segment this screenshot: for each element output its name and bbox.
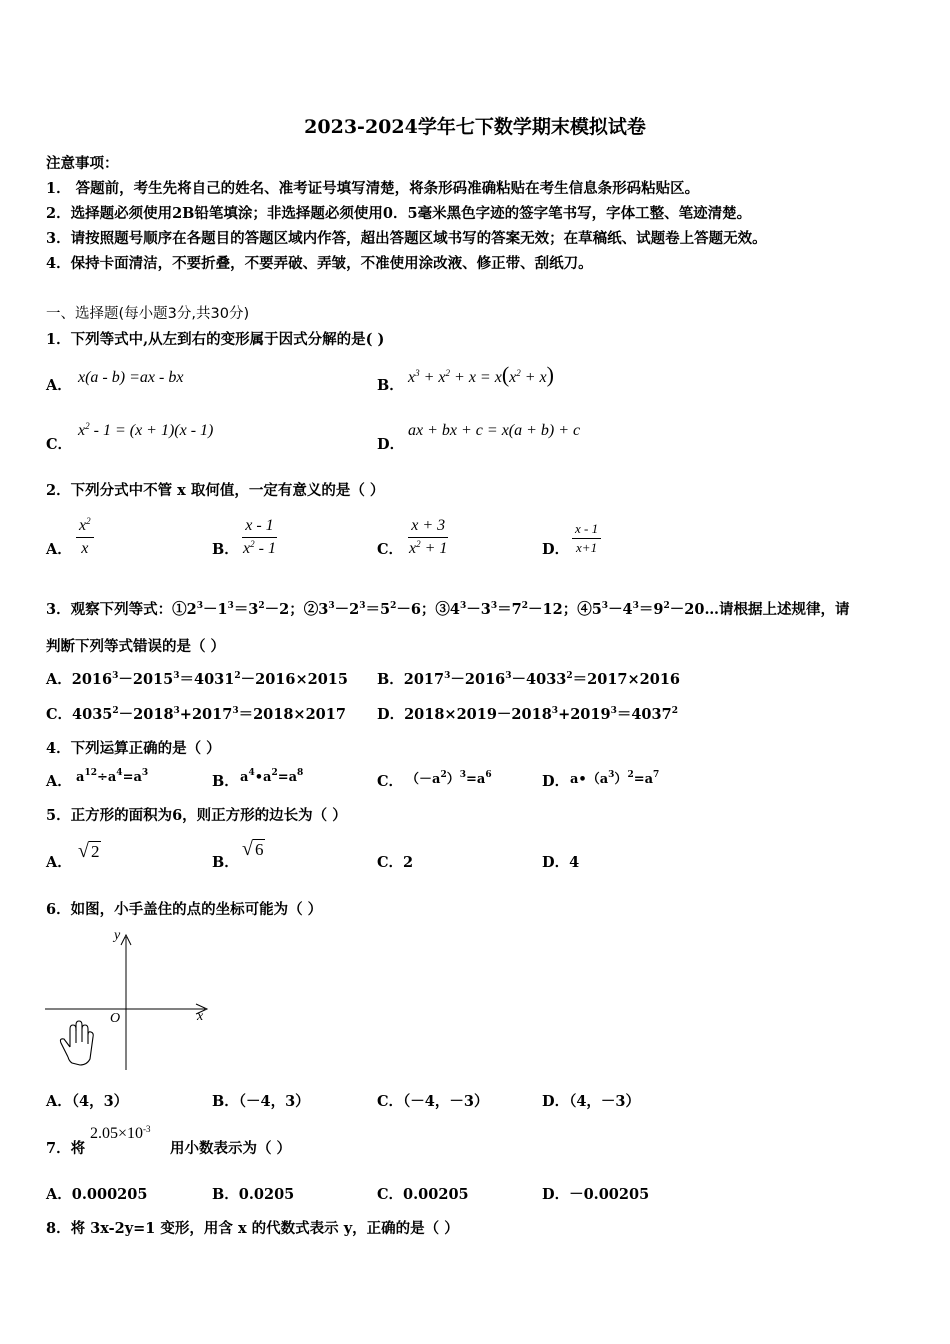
q1-stem: 1．下列等式中,从左到右的变形属于因式分解的是( ): [46, 331, 385, 348]
q7-option-c: C．0.00205: [377, 1186, 469, 1203]
q2-option-b-label: B．: [212, 541, 239, 558]
q2-option-b-fraction: $\frac{x - 1}{x^2 - 1}$: [243, 517, 276, 557]
q5-option-c: C．2: [377, 854, 414, 871]
q5-option-a-sqrt: √ 2: [78, 840, 100, 862]
q3-option-c: C．$4035^2-2018^3+2017^3=2018\times 2017$: [46, 706, 346, 723]
q5-option-a-radicand: 2: [90, 842, 100, 861]
q1-option-c-expr: $x^2 - 1 = (x + 1)(x - 1)$: [78, 421, 214, 439]
q5-option-b-sqrt: √ 6: [242, 838, 264, 860]
q5-stem: 5．正方形的面积为6，则正方形的边长为（ ）: [46, 807, 347, 824]
q6-origin-label: O: [110, 1011, 121, 1026]
q4-option-b-expr: $a^4•a^2=a^8$: [240, 768, 304, 785]
note-item-3: 3．请按照题号顺序在各题目的答题区域内作答，超出答题区域书写的答案无效；在草稿纸、试题卷上答题无效。: [46, 230, 767, 247]
q6-stem: 6．如图，小手盖住的点的坐标可能为（ ）: [46, 901, 323, 918]
q2-option-a-fraction: $\frac{x^2}{x}$: [76, 515, 94, 560]
q7-stem-suffix: 用小数表示为（ ）: [170, 1140, 292, 1157]
q4-option-a-expr: $a^{12}\div a^4=a^3$: [76, 768, 149, 785]
q1-option-c-label: C．: [46, 436, 73, 453]
note-item-2: 2．选择题必须使用2B铅笔填涂；非选择题必须使用0．5毫米黑色字迹的签字笔书写，字体工整、笔迹清楚。: [46, 205, 752, 222]
q2-option-d-label: D．: [542, 541, 570, 558]
q3-option-b: B．$2017^3-2016^3-4033^2=2017\times 2016$: [377, 671, 681, 688]
q2-stem: 2．下列分式中不管 x 取何值，一定有意义的是（ ）: [46, 482, 385, 499]
q3-option-a: A．$2016^3-2015^3=4031^2-2016\times 2015$: [46, 671, 348, 688]
q4-option-d-label: D．: [542, 773, 570, 790]
q1-option-d-expr: ax + bx + c = x(a + b) + c: [408, 422, 581, 439]
q4-option-d-expr: $a•(a^3)^2=a^7$: [570, 770, 660, 787]
q4-stem: 4．下列运算正确的是（ ）: [46, 740, 221, 757]
q2-option-a-label: A．: [46, 541, 72, 558]
q7-option-d: D．－0.00205: [542, 1186, 650, 1203]
q4-option-c-label: C．: [377, 773, 404, 790]
q5-option-b-radicand: 6: [254, 840, 264, 859]
q7-expression: [90, 1125, 151, 1143]
note-item-4: 4．保持卡面清洁，不要折叠，不要弄破、弄皱，不准使用涂改液、修正带、刮纸刀。: [46, 255, 593, 272]
q4-option-a-label: A．: [46, 773, 72, 790]
q1-option-a-label: A．: [46, 377, 72, 394]
q6-option-a: A．（4，3）: [46, 1093, 129, 1110]
section-heading: 一、选择题(每小题3分,共30分): [46, 306, 250, 322]
q2-option-d-fraction: $\frac{x - 1}{x+1}$: [572, 520, 601, 557]
q6-option-d: D．（4，－3）: [542, 1093, 641, 1110]
q8-stem: 8．将 3x-2y=1 变形，用含 x 的代数式表示 y，正确的是（ ）: [46, 1220, 459, 1237]
q3-stem-line2: 判断下列等式错误的是（ ）: [46, 638, 226, 655]
q1-option-a-expr: x(a - b) =ax - bx: [78, 369, 184, 386]
q7-option-a: A．0.000205: [46, 1186, 148, 1203]
note-item-1: 1． 答题前，考生先将自己的姓名、准考证号填写清楚，将条形码准确粘贴在考生信息条形码粘贴区。: [46, 180, 700, 197]
q7-stem-prefix: 7．将: [46, 1140, 86, 1157]
q1-option-b-label: B．: [377, 377, 404, 394]
q6-option-b: B．（－4，3）: [212, 1093, 310, 1110]
q4-option-b-label: B．: [212, 773, 239, 790]
q1-option-b-expr: $x^3 + x^2 + x = x(x^2 + x)$: [408, 362, 554, 387]
notes-heading: 注意事项：: [46, 155, 119, 172]
q6-axis-y-label: y: [114, 928, 121, 943]
q3-stem-line1: 3．观察下列等式：$①2^3-1^3=3^2-2$；$②3^3-2^3=5^2-6$；$③4^3-3^3=7^2-12$；$④5^3-4^3=9^2-20\dots$请根据上述规律，请: [46, 601, 850, 618]
q6-option-c: C．（－4，－3）: [377, 1093, 489, 1110]
q2-option-c-label: C．: [377, 541, 404, 558]
q7-option-b: B．0.0205: [212, 1186, 295, 1203]
q5-option-d: D．4: [542, 854, 580, 871]
q2-option-c-fraction: $\frac{x + 3}{x^2 + 1}$: [409, 517, 448, 557]
q6-coordinate-figure: [40, 925, 220, 1075]
page-title: 2023-2024学年七下数学期末模拟试卷: [304, 116, 646, 138]
hand-icon: [60, 1021, 93, 1065]
q1-option-d-label: D．: [377, 436, 405, 453]
q5-option-a-label: A．: [46, 854, 72, 871]
q3-option-d: D．$2018\times 2019-2018^3+2019^3=4037^2$: [377, 706, 678, 723]
q4-option-c-expr: $(-a^2)^3=a^6$: [406, 770, 492, 787]
q6-axis-x-label: x: [197, 1009, 204, 1024]
q7-expression-exponent: -3: [143, 1124, 151, 1134]
q5-option-b-label: B．: [212, 854, 239, 871]
q7-expression-base: 2.05×10: [90, 1125, 144, 1142]
